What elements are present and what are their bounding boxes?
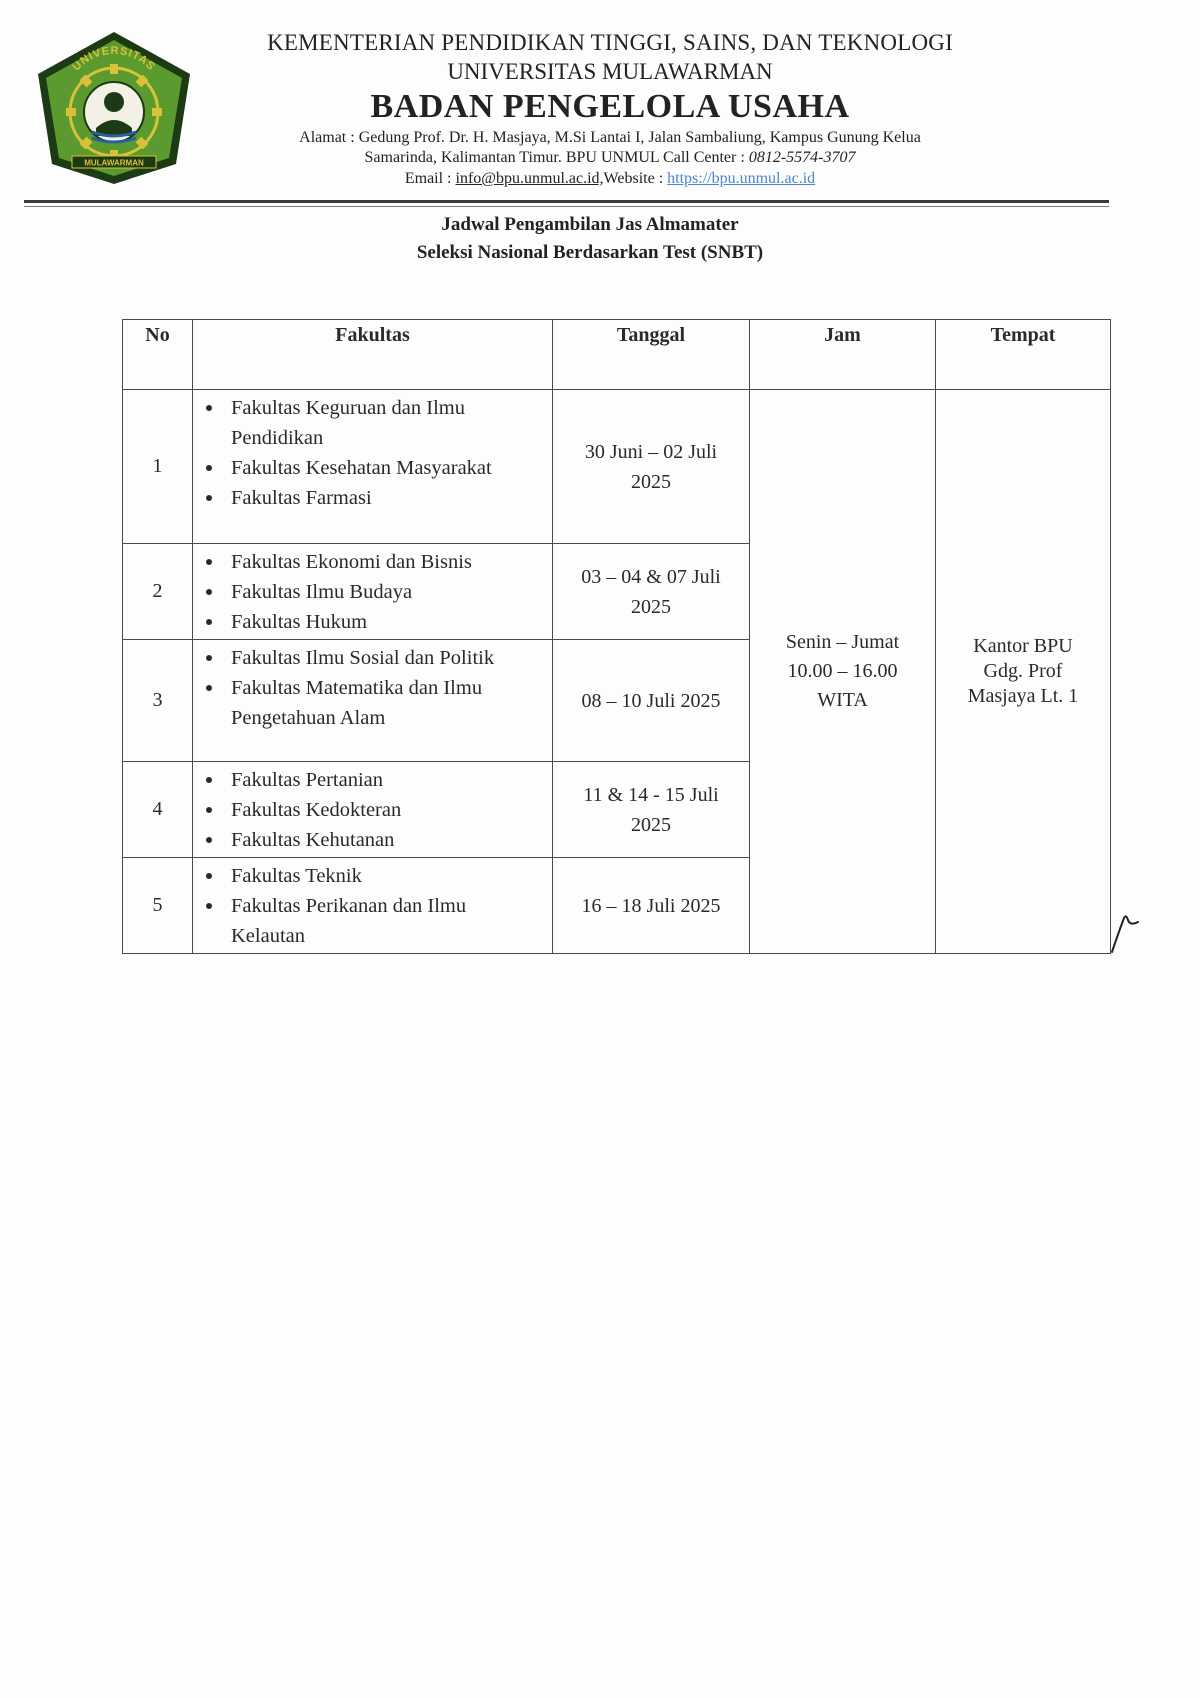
list-item: Fakultas Perikanan dan Ilmu Kelautan [231,891,542,951]
table-header-row [123,320,1111,390]
header-divider [24,200,1109,203]
date-cell: 08 – 10 Juli 2025 [553,640,750,762]
list-item: Fakultas Hukum [231,607,542,637]
faculty-cell [193,858,553,954]
faculty-list [193,640,552,735]
header-divider-thin [24,206,1109,207]
list-item: Fakultas Teknik [231,861,542,891]
address-line-2-text: Samarinda, Kalimantan Timur. BPU UNMUL Call Center : [364,149,749,166]
document-subtitle: Seleksi Nasional Berdasarkan Test (SNBT) [416,242,764,263]
time-hours: 10.00 – 16.00 [787,660,898,682]
email-label: Email : [404,170,456,187]
row-number: 3 [123,640,193,762]
list-item: Fakultas Kedokteran [231,795,542,825]
website-label: Website : [603,170,668,187]
list-item: Fakultas Pertanian [231,765,542,795]
faculty-list [193,390,552,515]
list-item: Fakultas Farmasi [231,483,542,513]
list-item: Fakultas Ilmu Sosial dan Politik [231,643,542,673]
date-cell: 11 & 14 - 15 Juli 2025 [553,762,750,858]
time-zone: WITA [817,689,868,711]
website-link[interactable]: https://bpu.unmul.ac.id [667,170,816,187]
list-item: Fakultas Matematika dan Ilmu Pengetahuan Alam [231,673,542,733]
faculty-list [193,544,552,639]
list-item: Fakultas Ilmu Budaya [231,577,542,607]
faculty-list [193,762,552,857]
row-number: 2 [123,544,193,640]
svg-text:MULAWARMAN: MULAWARMAN [84,158,144,168]
column-header-fakultas: Fakultas [193,320,553,390]
initial-mark-icon [1108,906,1146,956]
time-days: Senin – Jumat [785,631,900,653]
schedule-table [122,319,1111,954]
table-row [123,390,1111,544]
date-cell: 30 Juni – 02 Juli 2025 [553,390,750,544]
time-cell [750,390,936,954]
place-line-1: Kantor BPU [973,635,1073,657]
list-item: Fakultas Ekonomi dan Bisnis [231,547,542,577]
row-number: 1 [123,390,193,544]
column-header-tanggal: Tanggal [553,320,750,390]
faculty-cell [193,390,553,544]
list-item: Fakultas Kesehatan Masyarakat [231,453,542,483]
list-item: Fakultas Keguruan dan Ilmu Pendidikan [231,393,542,453]
place-cell [936,390,1111,954]
date-cell: 03 – 04 & 07 Juli 2025 [553,544,750,640]
university-logo-icon [30,28,198,188]
date-cell: 16 – 18 Juli 2025 [553,858,750,954]
document-title: Jadwal Pengambilan Jas Almamater [441,214,739,235]
ministry-name: KEMENTERIAN PENDIDIKAN TINGGI, SAINS, DAN TEKNOLOGI [267,30,953,55]
place-line-3: Masjaya Lt. 1 [967,685,1079,707]
row-number: 4 [123,762,193,858]
university-name: UNIVERSITAS MULAWARMAN [447,59,773,84]
svg-text:UNIVERSITAS: UNIVERSITAS [70,44,158,74]
call-center-number: 0812-5574-3707 [748,149,856,166]
address-line-2 [240,149,980,167]
contact-line [240,170,980,188]
place-line-2: Gdg. Prof [983,660,1063,682]
faculty-cell [193,544,553,640]
faculty-list [193,858,552,953]
email-link[interactable]: info@bpu.unmul.ac.id, [455,170,604,187]
faculty-cell [193,762,553,858]
row-number: 5 [123,858,193,954]
column-header-no: No [123,320,193,390]
column-header-jam: Jam [750,320,936,390]
address-line-1: Alamat : Gedung Prof. Dr. H. Masjaya, M.Si Lantai I, Jalan Sambaliung, Kampus Gunung Kelua [299,129,921,146]
agency-name: BADAN PENGELOLA USAHA [370,88,850,125]
column-header-tempat: Tempat [936,320,1111,390]
list-item: Fakultas Kehutanan [231,825,542,855]
faculty-cell [193,640,553,762]
